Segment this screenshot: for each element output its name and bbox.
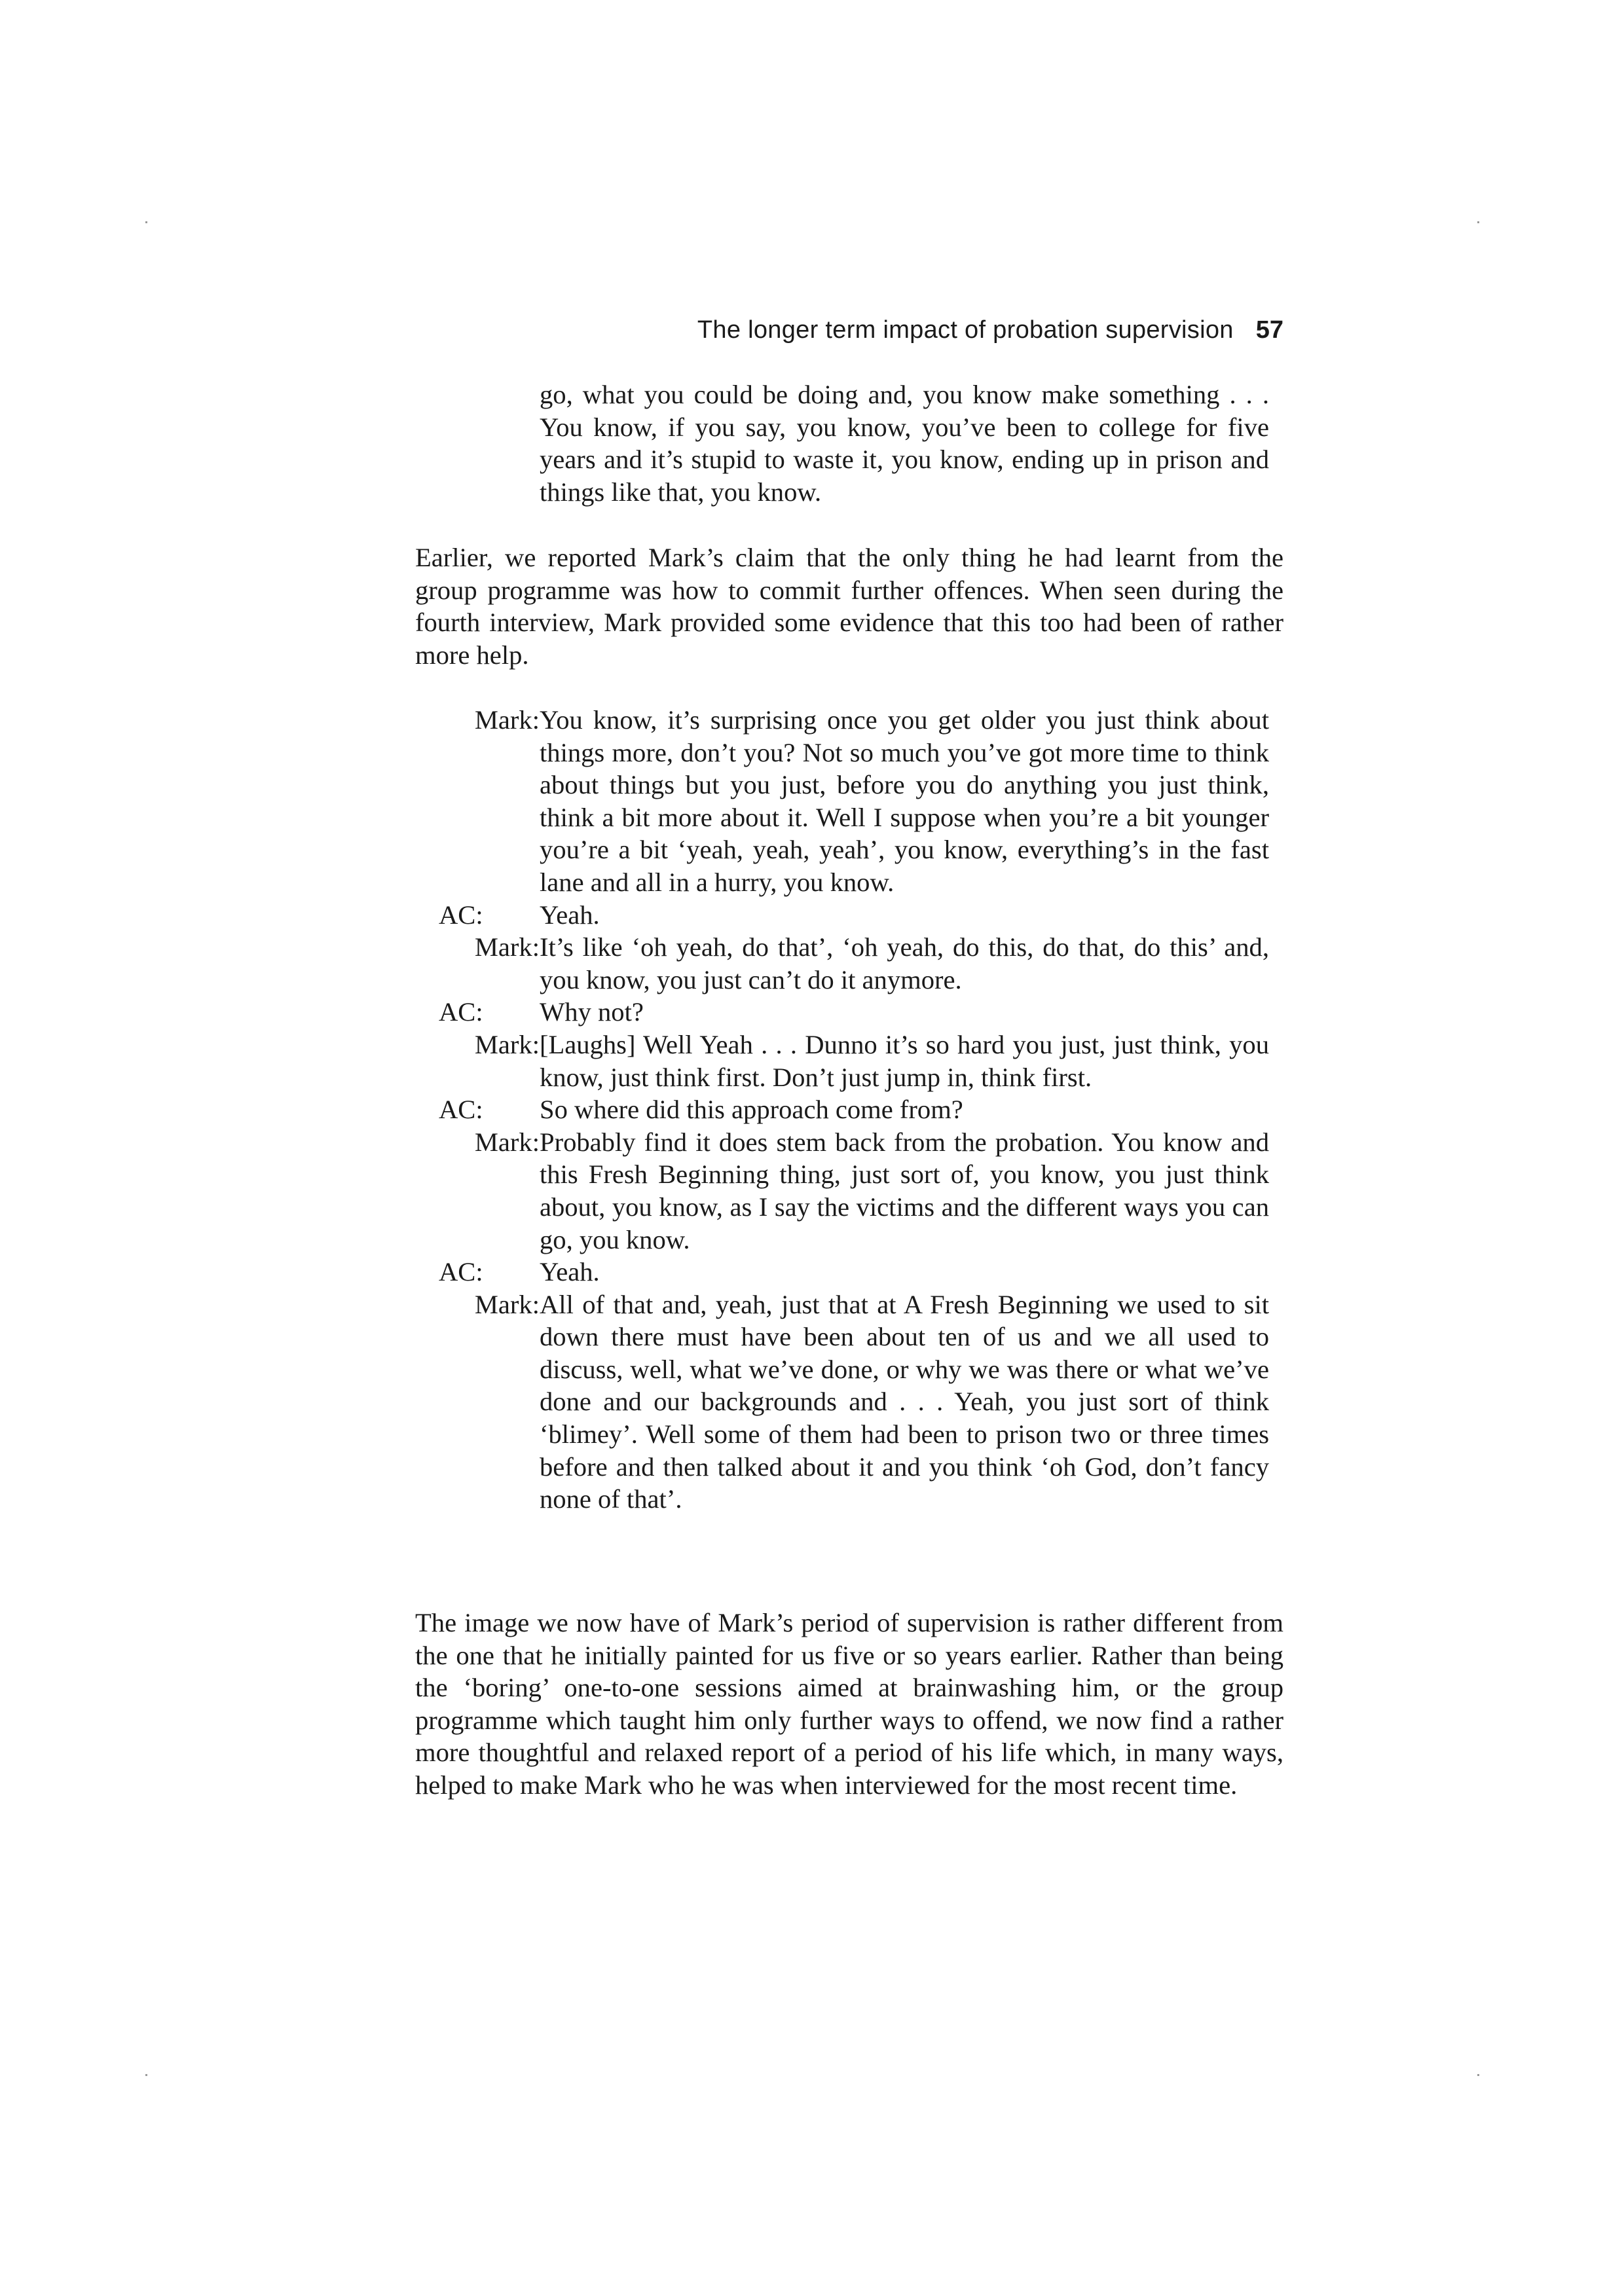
- dialogue-turn: [415, 1288, 1269, 1516]
- dialogue-turn: [415, 931, 1269, 996]
- dialogue-turn: [415, 1093, 1269, 1126]
- dialogue-turn: [415, 996, 1269, 1029]
- utterance-text: Yeah.: [540, 1257, 600, 1287]
- speaker-label: Mark:: [474, 1127, 540, 1157]
- crop-mark-top-right: [1477, 221, 1479, 223]
- utterance-text: Why not?: [540, 997, 644, 1027]
- utterance-text: Yeah.: [540, 900, 600, 930]
- dialogue-turn: [415, 1126, 1269, 1256]
- utterance-text: You know, it’s surprising once you get older you just think about things more, don’t you? Not so much you’ve got more time to think about things but you just, before you do anything you just think, think a bit more about it. Well I suppose when you’re a bit younger you’re a bit ‘yeah, yeah, yeah’, you know, everything’s in the fast lane and all in a hurry, you know.: [540, 705, 1269, 897]
- utterance-text: It’s like ‘oh yeah, do that’, ‘oh yeah, do this, do that, do this’ and, you know, you just can’t do it anymore.: [540, 932, 1269, 994]
- block-quote: go, what you could be doing and, you know make something . . . You know, if you say, you know, you’ve been to college for five years and it’s stupid to waste it, you know, ending up in prison and things like that, you know.: [540, 380, 1269, 507]
- running-head: [415, 313, 1283, 347]
- speaker-label: AC:: [439, 997, 483, 1027]
- running-head-title: The longer term impact of probation supervision: [697, 316, 1234, 344]
- speaker-label: Mark:: [474, 1289, 540, 1319]
- body-paragraph: Earlier, we reported Mark’s claim that the only thing he had learnt from the group programme was how to commit further offences. When seen during the fourth interview, Mark provided some evidence that this too had been of rather more help.: [415, 543, 1283, 670]
- interview-dialogue: [415, 704, 1269, 1516]
- speaker-label: AC:: [439, 1257, 483, 1287]
- speaker-label: Mark:: [474, 1029, 540, 1059]
- utterance-text: All of that and, yeah, just that at A Fresh Beginning we used to sit down there must have been about ten of us and we all used to discuss, well, what we’ve done, or why we was there or what we’ve done and our backgrounds and . . . Yeah, you just sort of think ‘blimey’. Well some of them had been to prison two or three times before and then talked about it and you think ‘oh God, don’t fancy none of that’.: [540, 1289, 1269, 1514]
- utterance-text: So where did this approach come from?: [540, 1095, 963, 1125]
- utterance-text: Probably find it does stem back from the probation. You know and this Fresh Beginning thing, just sort of, you know, you just think about, you know, as I say the victims and the different ways you can go, you know.: [540, 1127, 1269, 1254]
- dialogue-turn: [415, 704, 1269, 899]
- dialogue-turn: [415, 899, 1269, 932]
- speaker-label: AC:: [439, 900, 483, 930]
- crop-mark-bottom-left: [145, 2074, 147, 2076]
- crop-mark-top-left: [145, 221, 147, 223]
- speaker-label: Mark:: [474, 932, 540, 962]
- crop-mark-bottom-right: [1477, 2074, 1479, 2076]
- dialogue-turn: [415, 1256, 1269, 1288]
- page-number: 57: [1255, 316, 1283, 344]
- speaker-label: Mark:: [474, 705, 540, 735]
- body-paragraph: The image we now have of Mark’s period of supervision is rather different from the one that he initially painted for us five or so years earlier. Rather than being the ‘boring’ one-to-one sessions aimed at brainwashing him, or the group programme which taught him only further ways to offend, we now find a rather more thoughtful and relaxed report of a period of his life which, in many ways, helped to make Mark who he was when interviewed for the most recent time.: [415, 1608, 1283, 1800]
- speaker-label: AC:: [439, 1095, 483, 1125]
- utterance-text: [Laughs] Well Yeah . . . Dunno it’s so hard you just, just think, you know, just think first. Don’t just jump in, think first.: [540, 1029, 1269, 1092]
- dialogue-turn: [415, 1029, 1269, 1093]
